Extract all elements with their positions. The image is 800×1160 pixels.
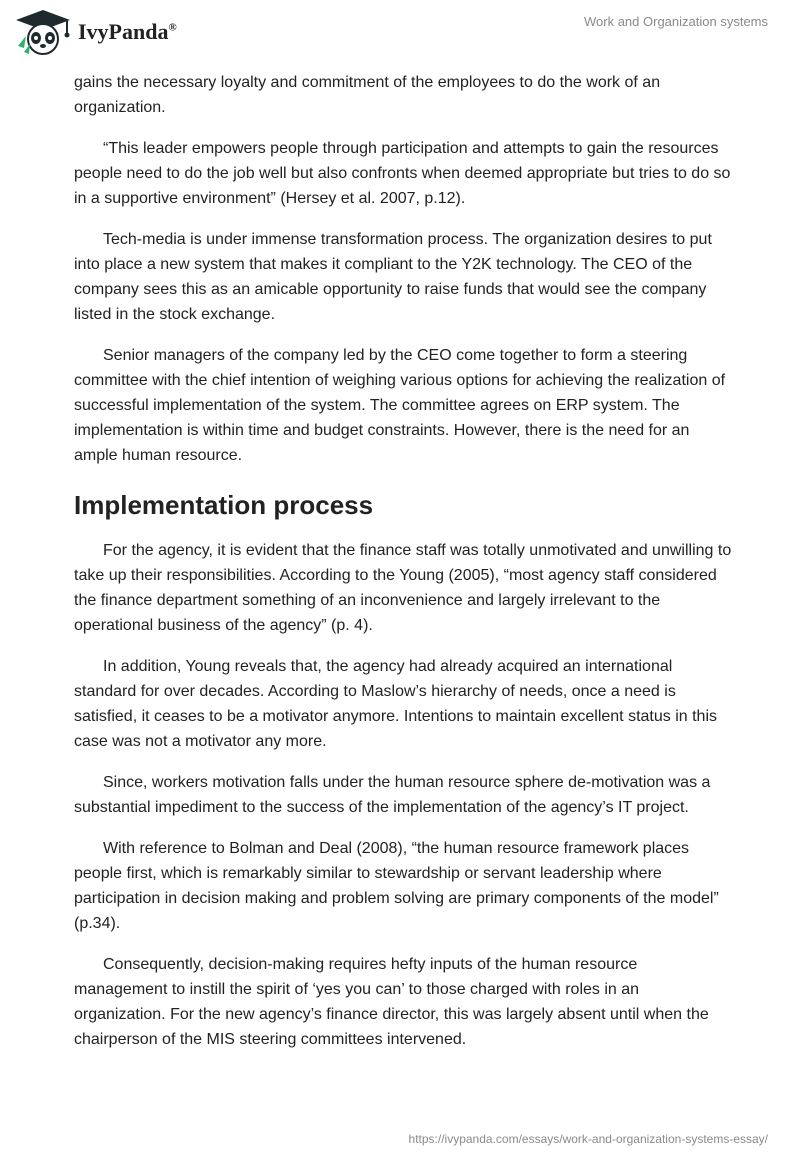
paragraph: Senior managers of the company led by the CEO come together to form a steering committee with the chief intention of weighing various options for achieving the realization of successful implementation of the system. The committee agrees on ERP system. The implementation is within time and budget constraints. However, there is the need for an ample human resource.	[74, 347, 726, 464]
paragraph: “This leader empowers people through participation and attempts to gain the resources people need to do the job well but also confronts when deemed appropriate but tries to do so in a supportive environment” (Hersey et al. 2007, p.12).	[74, 140, 731, 207]
panda-mascot-icon	[14, 8, 72, 56]
section-heading: Implementation process	[74, 490, 374, 520]
paragraph: gains the necessary loyalty and commitment of the employees to do the work of an organization.	[74, 74, 661, 116]
paragraph: In addition, Young reveals that, the agency had already acquired an international standard for over decades. According to Maslow’s hierarchy of needs, once a need is satisfied, it ceases to be a motivator anymore. Intentions to maintain excellent status in this case was not a motivator any more.	[74, 658, 717, 750]
brand-name: IvyPanda®	[78, 19, 177, 44]
page-header	[0, 0, 800, 70]
paragraph: Since, workers motivation falls under the human resource sphere de-motivation was a substantial impediment to the success of the implementation of the agency’s IT project.	[74, 774, 711, 816]
paragraph: For the agency, it is evident that the finance staff was totally unmotivated and unwilling to take up their responsibilities. According to the Young (2005), “most agency staff considered the finance department something of an inconvenience and largely irrelevant to the operational business of the agency” (p. 4).	[74, 542, 732, 634]
registered-mark: ®	[168, 21, 177, 34]
paragraph: Tech-media is under immense transformation process. The organization desires to put into place a new system that makes it compliant to the Y2K technology. The CEO of the company sees this as an amicable opportunity to raise funds that would see the company listed in the stock exchange.	[74, 231, 712, 323]
source-url[interactable]: https://ivypanda.com/essays/work-and-organization-systems-essay/	[408, 1132, 768, 1146]
ivypanda-logo[interactable]	[14, 8, 177, 56]
paragraph: With reference to Bolman and Deal (2008), “the human resource framework places people first, which is remarkably similar to stewardship or servant leadership where participation in decision making and problem solving are primary components of the model” (p.34).	[74, 840, 719, 932]
essay-content	[74, 70, 734, 1068]
paragraph: Consequently, decision-making requires hefty inputs of the human resource management to instill the spirit of ‘yes you can’ to those charged with roles in an organization. For the new agency’s finance director, this was largely absent until when the chairperson of the MIS steering committees intervened.	[74, 956, 709, 1048]
document-title: Work and Organization systems	[584, 14, 768, 29]
